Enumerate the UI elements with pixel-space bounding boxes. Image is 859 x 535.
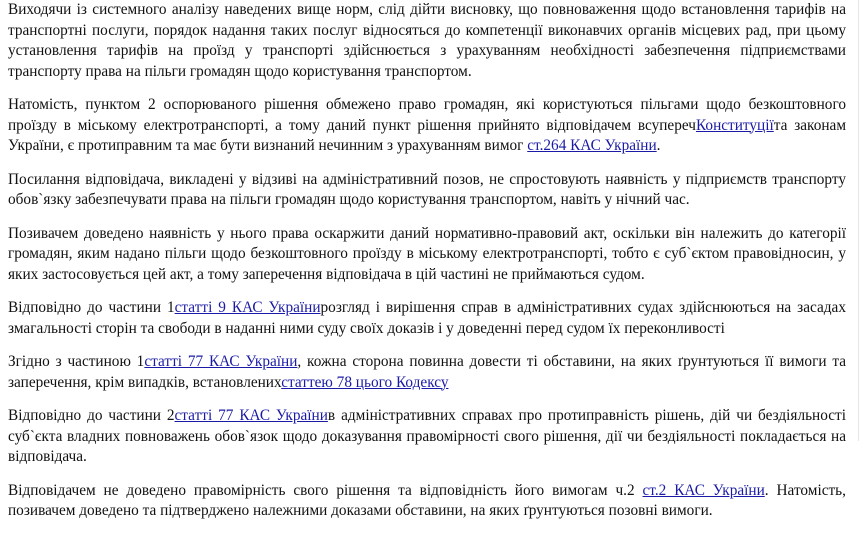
- paragraph: [8, 95, 846, 157]
- paragraph: [8, 298, 846, 339]
- law-reference-link[interactable]: статтею 78 цього Кодексу: [281, 373, 449, 391]
- paragraph-text: в адміністративних справах про протиправність рішень, дій чи бездіяльності суб`єкта владних повноважень обов`язок щодо доказування правомірності свого рішення, дії чи бездіяльності покладається на відповідача.: [8, 407, 846, 465]
- paragraph-text: Посилання відповідача, викладені у відзиві на адміністративний позов, не спростовують наявність у підприємств транспорту обов`язку забезпечувати права на пільги громадян щодо користування транспортом, навіть у нічний час.: [8, 170, 846, 208]
- paragraph-text: . Натомість, позивачем доведено та підтверджено належними доказами обставини, на яких ґрунтуються позовні вимоги.: [8, 481, 846, 519]
- paragraph: [8, 170, 846, 211]
- paragraph-text: Позивачем доведено наявність у нього права оскаржити даний нормативно-правовий акт, оскільки він належить до категорії громадян, яким надано пільги щодо безкоштовного проїзду в міському електротранспорті, тобто є суб`єктом правовідносин, у яких застосовується цей акт, а тому заперечення відповідача в цій частині не приймаються судом.: [8, 224, 846, 283]
- paragraph-text: , кожна сторона повинна довести ті обставини, на яких ґрунтуються її вимоги та заперечення, крім випадків, встановлених: [8, 353, 846, 391]
- paragraph: [8, 224, 846, 286]
- paragraph: [8, 481, 846, 522]
- paragraph-text: розгляд і вирішення справ в адміністративних судах здійснюються на засадах змагальності сторін та свободи в наданні ними суду своїх доказів і у доведенні перед судом їх переконливості: [8, 299, 846, 337]
- paragraph-text: Згідно з частиною 1: [8, 353, 145, 370]
- paragraph-text: .: [656, 137, 661, 154]
- paragraph-text: Відповідно до частини 2: [8, 407, 175, 424]
- paragraph: [8, 352, 846, 393]
- paragraph-text: та законам України, є протиправним та має бути визнаний нечинним з урахуванням вимог: [8, 116, 847, 154]
- paragraph-text: Відповідно до частини 1: [8, 299, 175, 316]
- paragraph-text: Натомість, пунктом 2 оспорюваного рішення обмежено право громадян, які користуються пільгами щодо безкоштовного проїзду в міському електротранспорті, а тому даний пункт рішення прийнято відповідачем всупереч: [8, 96, 846, 134]
- paragraph: [8, 406, 846, 468]
- paragraph-text: Виходячи із системного аналізу наведених вище норм, слід дійти висновку, що повноваження щодо встановлення тарифів на транспортні послуги, порядок надання таких послуг відносяться до компетенції виконавчих органів місцевих рад, при цьому установлення тарифів на проїзд у транспорті здійснюється з урахуванням необхідності забезпечення підприємствами транспорту права на пільги громадян щодо користування транспортом.: [8, 1, 846, 80]
- law-reference-link[interactable]: ст.2 КАС України: [642, 481, 765, 499]
- law-reference-link[interactable]: ст.264 КАС України: [527, 137, 657, 154]
- law-reference-link[interactable]: Конституції: [695, 116, 774, 134]
- law-reference-link[interactable]: статті 77 КАС України: [174, 407, 328, 424]
- law-reference-link[interactable]: статті 9 КАС України: [174, 299, 321, 316]
- law-reference-link[interactable]: статті 77 КАС України: [144, 353, 298, 370]
- paragraph-text: Відповідачем не доведено правомірність свого рішення та відповідність його вимогам ч.2: [8, 481, 643, 499]
- paragraph: [8, 0, 846, 82]
- document-body: [8, 0, 846, 535]
